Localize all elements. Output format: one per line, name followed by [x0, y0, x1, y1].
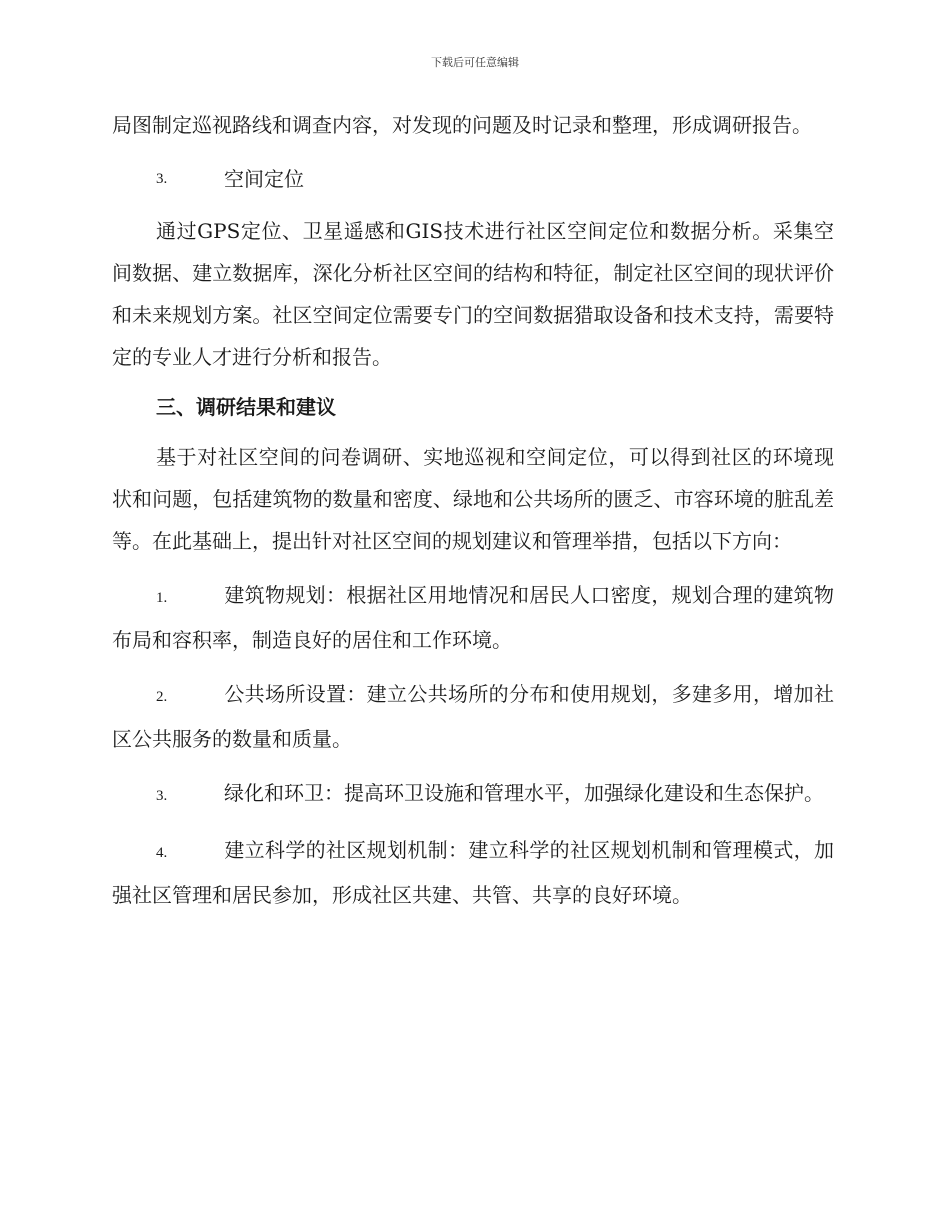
document-body [112, 104, 834, 928]
item-title: 空间定位 [224, 167, 304, 191]
list-item [112, 673, 834, 760]
item-number: 2. [156, 689, 168, 705]
item-number: 3. [156, 788, 168, 804]
item-text: 建立科学的社区规划机制：建立科学的社区规划机制和管理模式，加强社区管理和居民参加，形成社区共建、共管、共享的良好环境。 [112, 838, 834, 907]
list-item [112, 772, 834, 817]
intro-paragraph: 局图制定巡视路线和调查内容，对发现的问题及时记录和整理，形成调研报告。 [112, 113, 812, 137]
item-number: 4. [156, 845, 168, 861]
recommendation-list [112, 574, 834, 916]
results-paragraph: 基于对社区空间的问卷调研、实地巡视和空间定位，可以得到社区的环境现状和问题，包括建筑物的数量和密度、绿地和公共场所的匮乏、市容环境的脏乱差等。在此基础上，提出针对社区空间的规划建议和管理举措，包括以下方向： [112, 445, 834, 553]
item-text: 绿化和环卫：提高环卫设施和管理水平，加强绿化建设和生态保护。 [224, 781, 824, 805]
item-number: 1. [156, 590, 168, 606]
list-item [112, 574, 834, 661]
space-positioning-paragraph: 通过GPS定位、卫星遥感和GIS技术进行社区空间定位和数据分析。采集空间数据、建立数据库，深化分析社区空间的结构和特征，制定社区空间的现状评价和未来规划方案。社区空间定位需要专门的空间数据猎取设备和技术支持，需要特定的专业人才进行分析和报告。 [112, 219, 834, 369]
page-header: 下载后可任意编辑 [431, 56, 519, 69]
list-item [112, 829, 834, 916]
method-heading-space-positioning [112, 158, 834, 200]
item-text: 公共场所设置：建立公共场所的分布和使用规划，多建多用，增加社区公共服务的数量和质量。 [112, 682, 834, 751]
item-number: 3. [156, 171, 168, 187]
item-text: 建筑物规划：根据社区用地情况和居民人口密度，规划合理的建筑物布局和容积率，制造良好的居住和工作环境。 [112, 583, 834, 652]
section-title-results: 三、调研结果和建议 [156, 395, 336, 419]
